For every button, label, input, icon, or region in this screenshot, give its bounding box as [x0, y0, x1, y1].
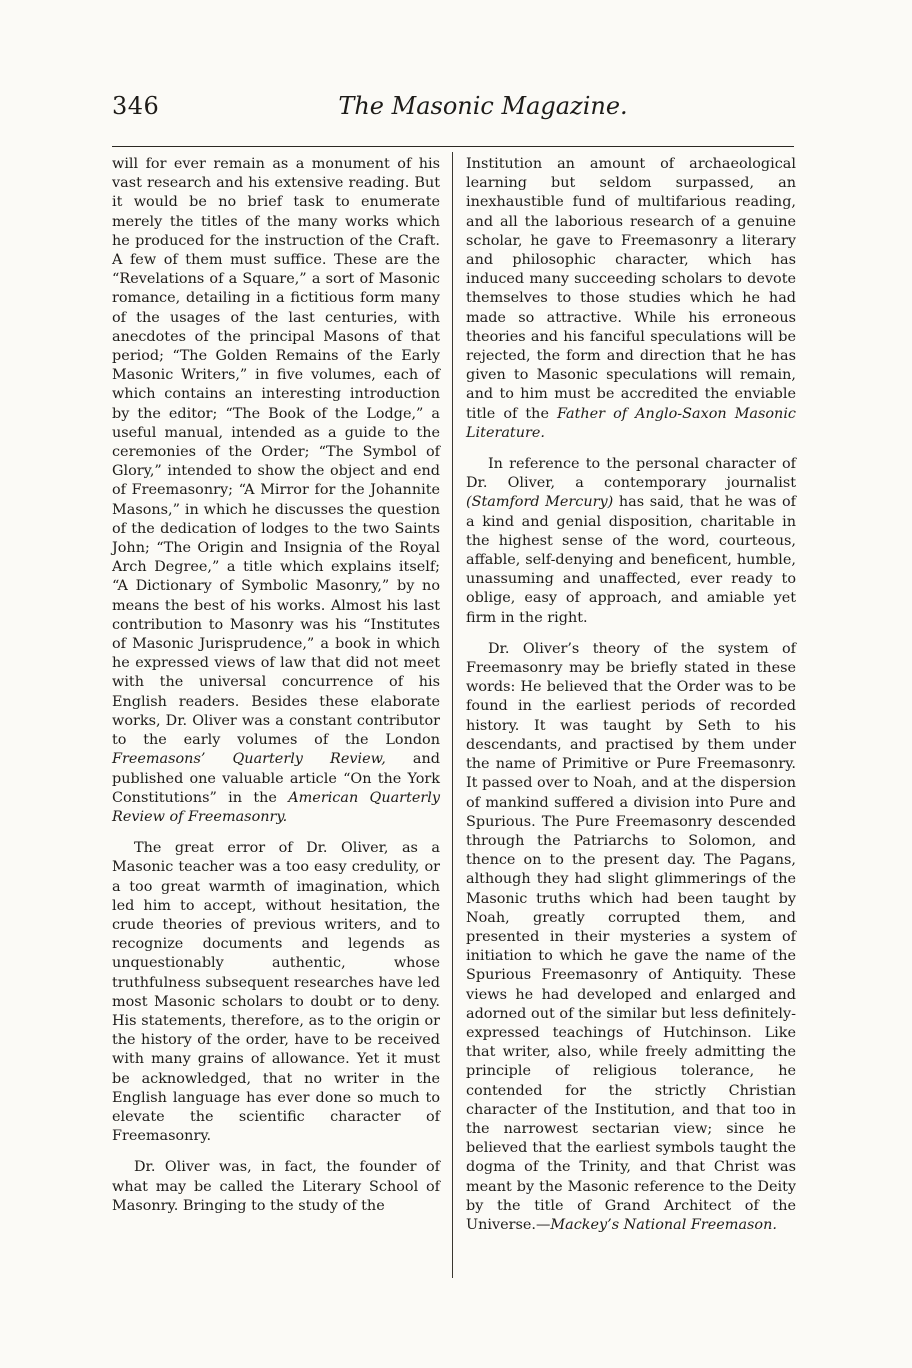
paragraph-literary-school: Dr. Oliver was, in fact, the founder of what may be called the Literary School of Masonry. Bringing to the study of the [112, 1159, 440, 1214]
paragraph-text: Institution an amount of archaeological learning but seldom surpassed, an inexhaustible fund of multifarious reading, and all the laborious research of a genuine scholar, he gave to Freemasonry a literary and philosophic character, which has induced many succeeding scholars to devote themselves to those studies which he had made so attractive. While his erroneous theories and his fanciful speculations will be rejected, the form and direction that he has given to Masonic speculations will remain, and to him must be accredited the enviable title of the [466, 156, 796, 422]
column-divider [452, 152, 453, 1278]
italic-source: Mackey’s National Freemason. [550, 1216, 777, 1233]
paragraph-theory [466, 640, 796, 1235]
paragraph-text: has said, that he was of a kind and genial disposition, charitable in the highest sense of the word, courteous, affable, self-denying and beneficent, humble, unassuming and unaffected, ever ready to oblige, easy of approach, and amiable yet firm in the right. [466, 494, 796, 626]
page-number: 346 [112, 92, 160, 120]
left-column [112, 155, 440, 1216]
paragraph-personal-character [466, 455, 796, 628]
paragraph-text: In reference to the personal character of Dr. Oliver, a contemporary journalist [466, 456, 796, 492]
paragraph-great-error: The great error of Dr. Oliver, as a Masonic teacher was a too easy credulity, or a too great warmth of imagination, which led him to accept, without hesitation, the crude theories of previous writers, and to recognize documents and legends as unquestionably authentic, whose truthfulness subsequent researches have led most Masonic scholars to doubt or to deny. His statements, therefore, as to the origin or the history of the order, have to be received with many grains of allowance. Yet it must be acknowledged, that no writer in the English language has ever done so much to elevate the scientific character of Freemasonry. [112, 840, 440, 1145]
right-column [466, 155, 796, 1235]
paragraph-works [112, 155, 440, 827]
page-header [112, 92, 794, 132]
italic-source: (Stamford Mercury) [466, 494, 614, 511]
running-title: The Masonic Magazine. [338, 92, 628, 120]
paragraph-text: and published one valuable article “On the York Constitutions” in the [112, 751, 440, 806]
italic-title: Father of Anglo-Saxon Masonic Literature. [466, 405, 796, 441]
paragraph-institution [466, 155, 796, 443]
header-rule [112, 146, 794, 147]
italic-title: Freemasons’ Quarterly Review, [112, 751, 386, 768]
paragraph-text: Dr. Oliver’s theory of the system of Freemasonry may be briefly stated in these words: He believed that the Order was to be found in the earliest periods of recorded history. It was taught by Seth to his descendants, and practised by them under the name of Primitive or Pure Freemasonry. It passed over to Noah, and at the dispersion of mankind suffered a division into Pure and Spurious. The Pure Freemasonry descended through the Patriarchs to Solomon, and thence on to the present day. The Pagans, although they had slight glimmerings of the Masonic truths which had been taught by Noah, greatly corrupted them, and presented in their mysteries a system of initiation to which he gave the name of the Spurious Freemasonry of Antiquity. These views he had developed and enlarged and adorned out of the similar but less definitely-expressed teachings of Hutchinson. Like that writer, also, while freely admitting the principle of religious tolerance, he contended for the strictly Christian character of the Institution, and that too in the narrowest sectarian view; since he believed that the earliest symbols taught the dogma of the Trinity, and that Christ was meant by the Masonic reference to the Deity by the title of Grand Architect of the Universe.— [466, 640, 796, 1233]
paragraph-text: will for ever remain as a monument of his vast research and his extensive reading. But it would be no brief task to enumerate merely the titles of the many works which he produced for the instruction of the Craft. A few of them must suffice. These are the “Revelations of a Square,” a sort of Masonic romance, detailing in a fictitious form many of the usages of the last centuries, with anecdotes of the principal Masons of that period; “The Golden Remains of the Early Masonic Writers,” in five volumes, each of which contains an interesting introduction by the editor; “The Book of the Lodge,” a useful manual, intended as a guide to the ceremonies of the Order; “The Symbol of Glory,” intended to show the object and end of Freemasonry; “A Mirror for the Johannite Masons,” in which he discusses the question of the dedication of lodges to the two Saints John; “The Origin and Insignia of the Royal Arch Degree,” a title which explains itself; “A Dictionary of Symbolic Masonry,” by no means the best of his works. Almost his last contribution to Masonry was his “Institutes of Masonic Jurisprudence,” a book in which he expressed views of law that did not meet with the universal concurrence of his English readers. Besides these elaborate works, Dr. Oliver was a constant contributor to the early volumes of the London [112, 156, 440, 749]
italic-title: American Quarterly Review of Freemasonry. [112, 789, 440, 825]
